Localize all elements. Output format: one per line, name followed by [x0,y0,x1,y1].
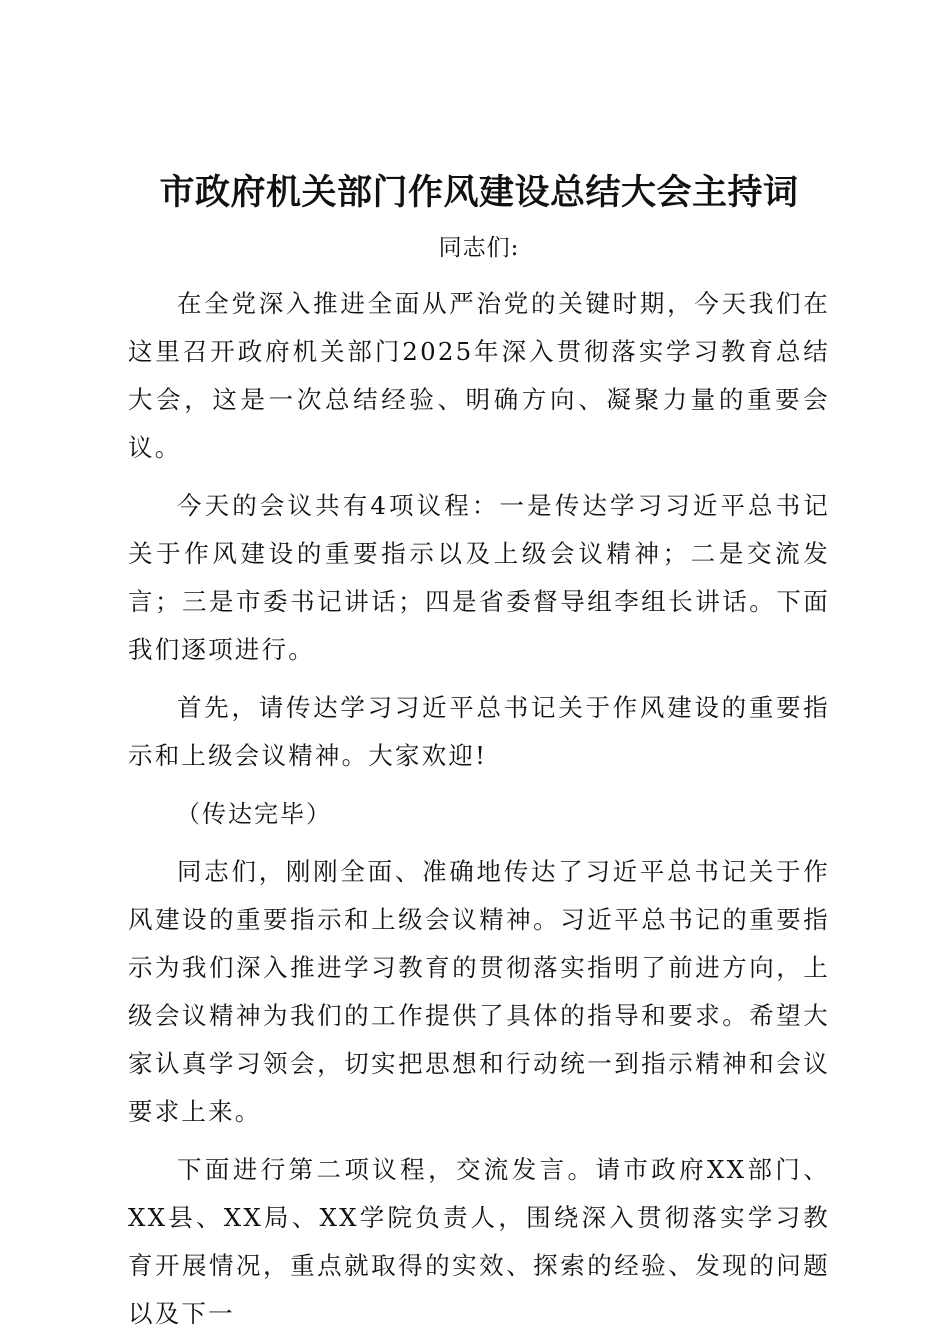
stage-note: （传达完毕） [176,800,332,828]
document-title: 市政府机关部门作风建设总结大会主持词 [159,172,799,213]
paragraph-first-item: 首先，请传达学习习近平总书记关于作风建设的重要指示和上级会议精神。大家欢迎! [128,693,830,770]
paragraph-summary: 同志们，刚刚全面、准确地传达了习近平总书记关于作风建设的重要指示和上级会议精神。习近平总书记的重要指示为我们深入推进学习教育的贯彻落实指明了前进方向，上级会议精神为我们的工作提供了具体的指导和要求。希望大家认真学习领会，切实把思想和行动统一到指示精神和会议要求上来。 [128,857,830,1126]
paragraph-second-item: 下面进行第二项议程，交流发言。请市政府XX部门、XX县、XX局、XX学院负责人，围绕深入贯彻落实学习教育开展情况，重点就取得的实效、探索的经验、发现的问题以及下一 [128,1155,830,1328]
paragraph-agenda: 今天的会议共有4项议程：一是传达学习习近平总书记关于作风建设的重要指示以及上级会议精神；二是交流发言；三是市委书记讲话；四是省委督导组李组长讲话。下面我们逐项进行。 [128,491,830,664]
salutation: 同志们: [438,235,520,261]
paragraph-opening: 在全党深入推进全面从严治党的关键时期，今天我们在这里召开政府机关部门2025年深入贯彻落实学习教育总结大会，这是一次总结经验、明确方向、凝聚力量的重要会议。 [128,289,830,462]
